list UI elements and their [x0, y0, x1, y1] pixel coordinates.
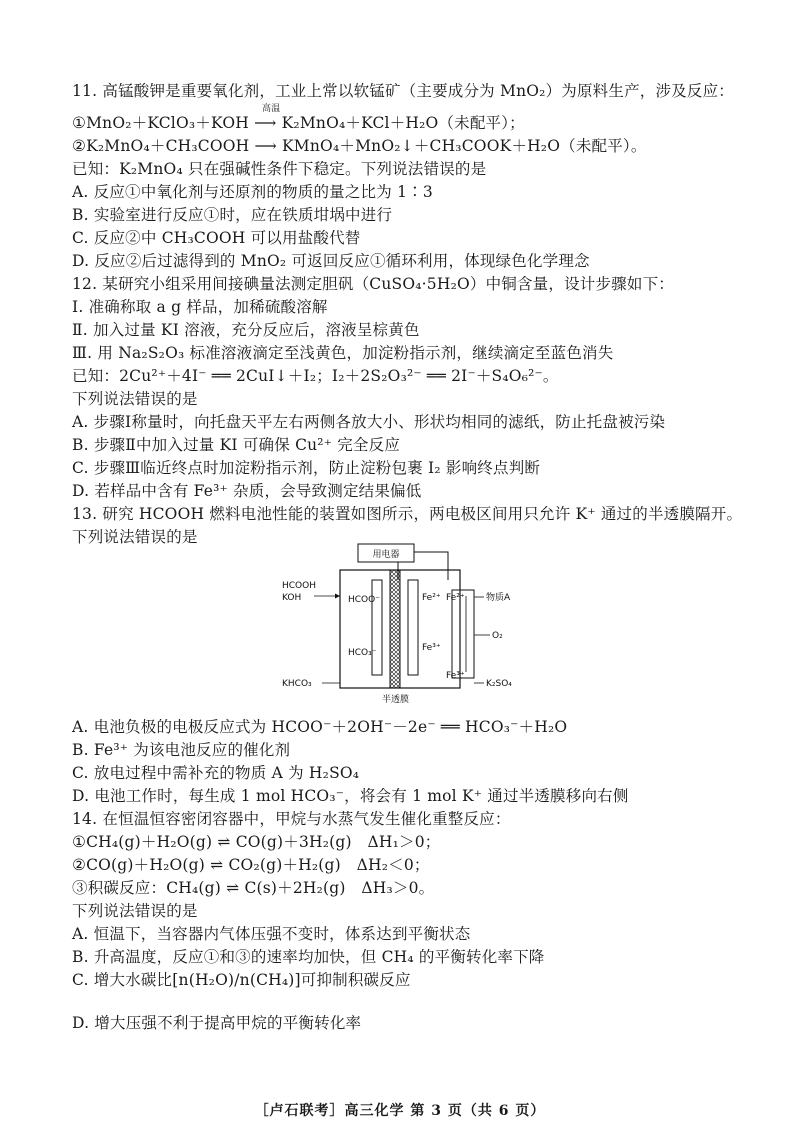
q11-reaction-2: ②K₂MnO₄＋CH₃COOH ⟶ KMnO₄＋MnO₂↓＋CH₃COOK＋H₂O（未配平）。 — [72, 137, 647, 155]
cathode — [408, 580, 418, 675]
q13-option-a: A. 电池负极的电极反应式为 HCOO⁻＋2OH⁻－2e⁻ ══ HCO₃⁻＋H₂O — [72, 718, 568, 736]
inlet-formic-acid-label: HCOOH — [282, 581, 316, 591]
fe3-tank-label: Fe³⁺ — [446, 671, 465, 681]
q12-option-d: D. 若样品中含有 Fe³⁺ 杂质，会导致测定结果偏低 — [72, 482, 422, 500]
q11-known: 已知：K₂MnO₄ 只在强碱性条件下稳定。下列说法错误的是 — [72, 160, 487, 178]
q11-option-a: A. 反应①中氧化剂与还原剂的物质的量之比为 1∶3 — [72, 183, 433, 201]
membrane — [390, 570, 400, 688]
q11-option-b: B. 实验室进行反应①时，应在铁质坩埚中进行 — [72, 206, 393, 224]
q13-option-c: C. 放电过程中需补充的物质 A 为 H₂SO₄ — [72, 764, 360, 782]
q12-step-1: Ⅰ. 准确称取 a g 样品，加稀硫酸溶解 — [72, 298, 328, 316]
q13-question: 下列说法错误的是 — [72, 528, 198, 546]
q12-option-a: A. 步骤Ⅰ称量时，向托盘天平左右两侧各放大小、形状均相同的滤纸，防止托盘被污染 — [72, 413, 666, 431]
fe3-inner-label: Fe³⁺ — [422, 643, 441, 653]
q11-option-d: D. 反应②后过滤得到的 MnO₂ 可返回反应①循环利用，体现绿色化学理念 — [72, 252, 590, 270]
q12-stem: 12. 某研究小组采用间接碘量法测定胆矾（CuSO₄·5H₂O）中铜含量，设计步骤如下： — [72, 275, 674, 293]
substance-a-label: 物质A — [486, 593, 511, 603]
q11-reaction-1: ①MnO₂＋KClO₃＋KOH ⟶ K₂MnO₄＋KCl＋H₂O（未配平）； — [72, 114, 525, 132]
inlet-koh-label: KOH — [282, 593, 302, 603]
q11-stem: 11. 高锰酸钾是重要氧化剂，工业上常以软锰矿（主要成分为 MnO₂）为原料生产，涉及反应： — [72, 82, 734, 100]
page-footer: ［卢石联考］高三化学 第 3 页（共 6 页） — [254, 1103, 546, 1119]
q11-option-c: C. 反应②中 CH₃COOH 可以用盐酸代替 — [72, 229, 361, 247]
q14-question: 下列说法错误的是 — [72, 902, 198, 920]
fuel-cell-diagram — [280, 540, 540, 720]
q14-reaction-1: ①CH₄(g)＋H₂O(g) ⇌ CO(g)＋3H₂(g) ΔH₁＞0； — [72, 833, 441, 851]
fe2-tank-label: Fe²⁺ — [446, 593, 465, 603]
q13-option-d: D. 电池工作时，每生成 1 mol HCO₃⁻，将会有 1 mol K⁺ 通过半透膜移向右侧 — [72, 787, 629, 805]
q12-known: 已知：2Cu²⁺＋4I⁻ ══ 2CuI↓＋I₂；I₂＋2S₂O₃²⁻ ══ 2I⁻＋S₄O₆²⁻。 — [72, 367, 559, 385]
oxygen-label: O₂ — [492, 631, 503, 641]
q14-stem: 14. 在恒温恒容密闭容器中，甲烷与水蒸气发生催化重整反应： — [72, 810, 511, 828]
q13-option-b: B. Fe³⁺ 为该电池反应的催化剂 — [72, 741, 291, 759]
q14-reaction-3: ③积碳反应：CH₄(g) ⇌ C(s)＋2H₂(g) ΔH₃＞0。 — [72, 879, 435, 897]
q12-option-b: B. 步骤Ⅱ中加入过量 KI 可确保 Cu²⁺ 完全反应 — [72, 436, 401, 454]
formate-label: HCOO⁻ — [348, 595, 380, 605]
q13-stem: 13. 研究 HCOOH 燃料电池性能的装置如图所示，两电极区间用只允许 K⁺ 通过的半透膜隔开。 — [72, 505, 743, 523]
q14-option-b: B. 升高温度，反应①和③的速率均加快，但 CH₄ 的平衡转化率下降 — [72, 948, 545, 966]
q14-option-c: C. 增大水碳比[n(H₂O)/n(CH₄)]可抑制积碳反应 — [72, 971, 411, 989]
outlet-k2so4-label: K₂SO₄ — [486, 679, 512, 689]
q12-step-3: Ⅲ. 用 Na₂S₂O₃ 标准溶液滴定至浅黄色，加淀粉指示剂，继续滴定至蓝色消失 — [72, 344, 614, 362]
q12-question: 下列说法错误的是 — [72, 390, 198, 408]
q14-reaction-2: ②CO(g)＋H₂O(g) ⇌ CO₂(g)＋H₂(g) ΔH₂＜0； — [72, 856, 430, 874]
fe2-inner-label: Fe²⁺ — [422, 593, 441, 603]
q14-option-d: D. 增大压强不利于提高甲烷的平衡转化率 — [72, 1014, 362, 1032]
q14-option-a: A. 恒温下，当容器内气体压强不变时，体系达到平衡状态 — [72, 925, 471, 943]
bicarbonate-label: HCO₃⁻ — [348, 648, 377, 658]
regeneration-tank — [452, 590, 474, 678]
membrane-label: 半透膜 — [382, 695, 410, 705]
q12-step-2: Ⅱ. 加入过量 KI 溶液，充分反应后，溶液呈棕黄色 — [72, 321, 420, 339]
outlet-khco3-label: KHCO₃ — [282, 679, 312, 689]
q12-option-c: C. 步骤Ⅲ临近终点时加淀粉指示剂，防止淀粉包裹 I₂ 影响终点判断 — [72, 459, 541, 477]
device-label: 用电器 — [372, 550, 400, 560]
reaction-condition: 高温 — [262, 104, 281, 114]
